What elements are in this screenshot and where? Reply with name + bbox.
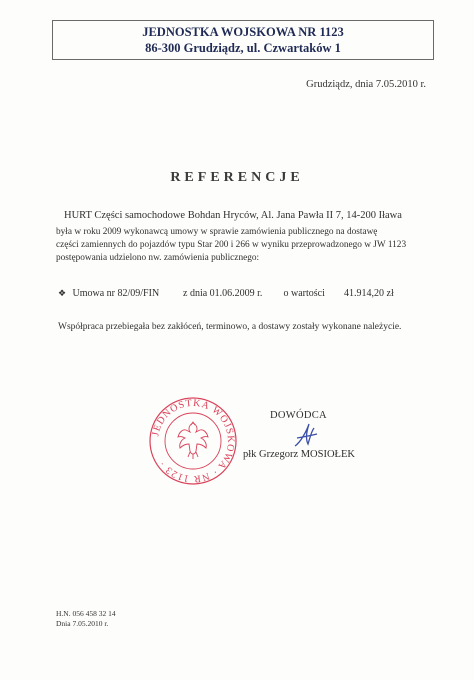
footer-notes	[56, 609, 116, 628]
place-and-date: Grudziądz, dnia 7.05.2010 r.	[306, 79, 426, 90]
signatory-name: płk Grzegorz MOSIOŁEK	[243, 449, 355, 460]
official-stamp	[148, 395, 238, 487]
contract-date: z dnia 01.06.2009 r.	[183, 288, 263, 299]
contract-number: Umowa nr 82/09/FIN	[72, 288, 160, 299]
document-title: REFERENCJE	[170, 170, 304, 185]
letterhead-box	[52, 20, 434, 60]
body-line-3: części zamiennych do pojazdów typu Star 200 i 266 w wyniku przeprowadzonego w JW 1123	[56, 240, 407, 250]
body-line-4: postępowania udzielono nw. zamówienia publicznego:	[56, 253, 260, 263]
reference-body	[56, 209, 436, 265]
body-line-company: HURT Części samochodowe Bohdan Hryców, Al. Jana Pawła II 7, 14-200 Iława	[64, 210, 402, 221]
contract-value-label: o wartości	[283, 288, 325, 299]
footer-line-1: H.N. 056 458 32 14	[56, 609, 116, 618]
handwritten-signature	[287, 420, 321, 452]
bullet-icon: ❖	[58, 288, 67, 298]
signature-role: DOWÓDCA	[270, 410, 327, 421]
body-line-2: była w roku 2009 wykonawcą umowy w sprawie zamówienia publicznego na dostawę	[56, 227, 378, 237]
contract-value: 41.914,20 zł	[344, 288, 394, 299]
footer-line-2: Dnia 7.05.2010 r.	[56, 618, 109, 628]
cooperation-statement: Współpraca przebiegała bez zakłóceń, terminowo, a dostawy zostały wykonane należycie.	[58, 322, 402, 332]
letterhead-address: 86-300 Grudziądz, ul. Czwartaków 1	[145, 41, 341, 55]
letterhead-unit: JEDNOSTKA WOJSKOWA NR 1123	[142, 25, 344, 39]
stamp-text: JEDNOSTKA WOJSKOWA · NR 1123 ·	[150, 397, 237, 485]
contract-line	[58, 288, 438, 299]
eagle-emblem-icon	[178, 422, 208, 459]
